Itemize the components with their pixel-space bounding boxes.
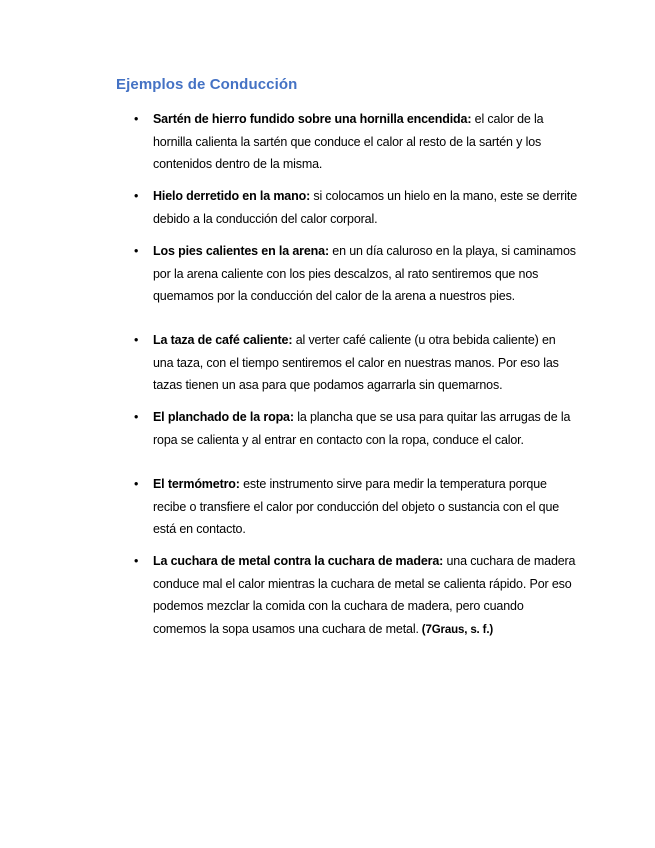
item-text: en un día caluroso en la playa, si caminamos por la arena caliente con los pies descalzos, al rato sentiremos que nos quemamos por la conducción del calor de la arena a nuestros pies. bbox=[153, 244, 576, 303]
item-text: este instrumento sirve para medir la temperatura porque recibe o transfiere el calor por conducción del objeto o sustancia con el que está en contacto. bbox=[153, 477, 560, 536]
list-item bbox=[153, 406, 578, 451]
bullet-icon: • bbox=[134, 410, 139, 424]
item-lead: La cuchara de metal contra la cuchara de madera: bbox=[153, 554, 444, 568]
bullet-icon: • bbox=[134, 112, 139, 126]
item-lead: Los pies calientes en la arena: bbox=[153, 244, 329, 258]
bullet-icon: • bbox=[134, 244, 139, 258]
list-item bbox=[153, 240, 578, 308]
item-text: al verter café caliente (u otra bebida caliente) en una taza, con el tiempo sentiremos el calor en nuestras manos. Por eso las tazas tienen un asa para que podamos agarrarla sin quemarnos. bbox=[153, 333, 559, 392]
list-item bbox=[153, 329, 578, 397]
item-lead: Sartén de hierro fundido sobre una hornilla encendida: bbox=[153, 112, 472, 126]
item-text: si colocamos un hielo en la mano, este se derrite debido a la conducción del calor corporal. bbox=[153, 189, 578, 226]
item-lead: Hielo derretido en la mano: bbox=[153, 189, 311, 203]
list-item bbox=[153, 185, 578, 230]
item-lead: El termómetro: bbox=[153, 477, 240, 491]
item-lead: La taza de café caliente: bbox=[153, 333, 293, 347]
bullet-icon: • bbox=[134, 189, 139, 203]
item-text: una cuchara de madera conduce mal el calor mientras la cuchara de metal se calienta rápido. Por eso podemos mezclar la comida con la cuchara de madera, pero cuando comemos la sopa usamos una cuchara de metal. bbox=[153, 554, 576, 636]
bullet-icon: • bbox=[134, 333, 139, 347]
bullet-icon: • bbox=[134, 477, 139, 491]
item-text: la plancha que se usa para quitar las arrugas de la ropa se calienta y al entrar en contacto con la ropa, conduce el calor. bbox=[153, 410, 571, 447]
list-item bbox=[153, 550, 578, 641]
item-text: el calor de la hornilla calienta la sartén que conduce el calor al resto de la sartén y los contenidos dentro de la misma. bbox=[153, 112, 544, 171]
list-item bbox=[153, 108, 578, 176]
citation: (7Graus, s. f.) bbox=[418, 623, 494, 636]
list-item bbox=[153, 473, 578, 541]
item-lead: El planchado de la ropa: bbox=[153, 410, 294, 424]
bullet-icon: • bbox=[134, 554, 139, 568]
section-heading: Ejemplos de Conducción bbox=[116, 76, 298, 93]
